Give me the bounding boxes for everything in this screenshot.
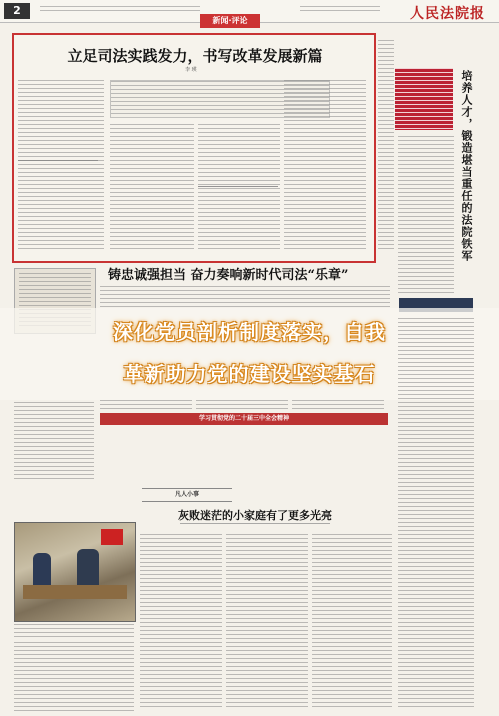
newspaper-masthead: 人民法院报 xyxy=(410,6,485,22)
vertical-headline: 培养人才，锻造堪当重任的法院铁军 xyxy=(460,70,473,262)
article-subheading xyxy=(198,186,278,190)
photo-caption xyxy=(14,624,134,638)
column-header: 凡人小事 xyxy=(142,488,232,502)
article-text-column xyxy=(14,642,134,712)
article-text-column xyxy=(226,534,308,710)
section-tag: 新闻·评论 xyxy=(200,14,260,28)
article-text-block xyxy=(100,400,192,410)
article-text-column xyxy=(110,124,194,252)
news-photo xyxy=(14,522,136,622)
header-meta-text xyxy=(40,6,200,12)
pull-quote-box xyxy=(395,68,453,130)
article-text-column xyxy=(140,534,222,710)
article-text-column xyxy=(312,534,392,710)
header-contact-text xyxy=(300,6,380,12)
article-headline-3: 灰败迷茫的小家庭有了更多光亮 xyxy=(178,509,332,522)
article-text-column xyxy=(14,402,94,482)
banner-line-1: 深化党员剖析制度落实，自我 xyxy=(113,320,386,344)
article-text-block xyxy=(196,400,288,410)
banner-line-2: 革新助力党的建设坚实基石 xyxy=(123,362,376,386)
right-article-text xyxy=(398,318,474,710)
article-text-column xyxy=(284,80,366,252)
article-headline-2: 铸忠诚强担当 奋力奏响新时代司法“乐章” xyxy=(108,268,349,283)
article-text-column xyxy=(18,80,104,252)
article-text-block xyxy=(100,286,390,310)
article-byline: 李 瑛 xyxy=(185,67,197,73)
article-subheading xyxy=(18,160,98,164)
side-article-text xyxy=(398,136,454,296)
campaign-banner: 学习贯彻党的二十届三中全会精神 xyxy=(100,413,388,425)
article-text-block xyxy=(292,400,384,410)
page-number: 2 xyxy=(4,3,30,19)
article-headline: 立足司法实践发力，书写改革发展新篇 xyxy=(67,47,323,65)
article-byline-3 xyxy=(180,523,330,527)
side-text-column xyxy=(378,40,394,250)
